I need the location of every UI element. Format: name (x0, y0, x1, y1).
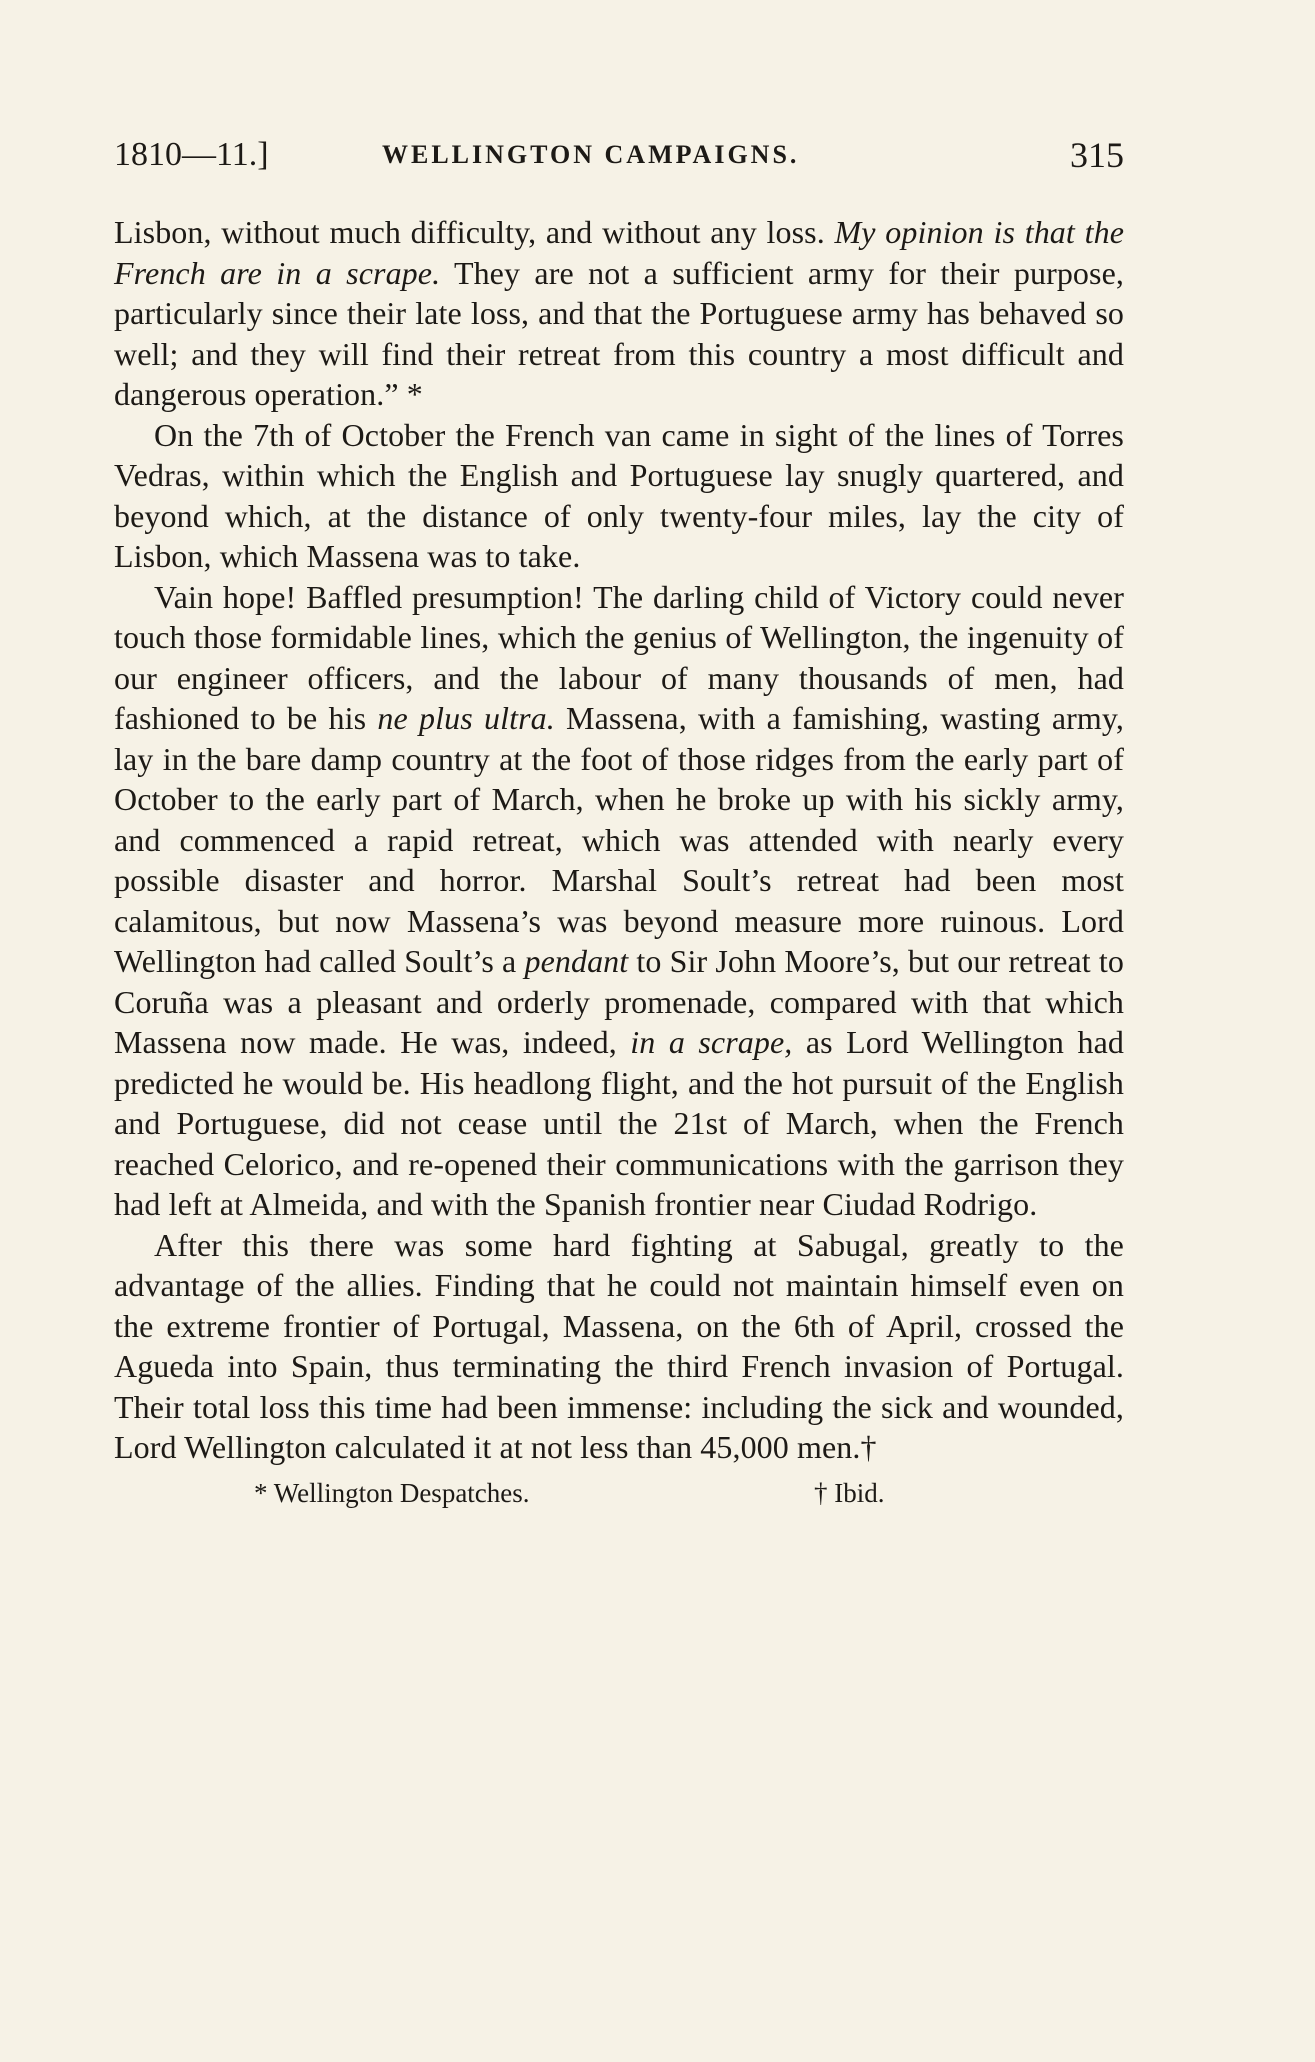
italic-phrase: ne plus ultra. (377, 700, 555, 736)
text-run: Vain hope! Baffled presumption! The darling child of Victory could never touch those formidable lines, which the genius of Wellington, the ingenuity of our engineer officers, and the labour of many thousands of men, had fashioned to be his (114, 578, 1124, 736)
text-run: On the 7th of October the French van came in sight of the lines of Torres Vedras, within which the English and Portuguese lay snugly quartered, and beyond which, at the distance of only twenty-four miles, lay the city of Lisbon, which Massena was to take. (114, 416, 1124, 574)
running-head-title: WELLINGTON CAMPAIGNS. (382, 140, 800, 169)
text-run: Lisbon, without much difficulty, and without any loss. (114, 214, 835, 250)
book-page (114, 130, 1124, 1518)
footnote-2: † Ibid. (814, 1477, 885, 1508)
paragraph (114, 212, 1124, 415)
page-number: 315 (1070, 135, 1124, 175)
paragraph (114, 577, 1124, 1225)
text-run: as Lord Wellington had predicted he would be. His headlong flight, and the hot pursuit of the English and Portuguese, did not cease until the 21st of March, when the French reached Celorico, and re-opened their communications with the garrison they had left at Almeida, and with the Spanish frontier near Ciudad Rodrigo. (114, 1024, 1124, 1222)
running-head (114, 130, 1124, 190)
text-run: They are not a sufficient army for their purpose, particularly since their late loss, and that the Portuguese army has behaved so well; and they will find their retreat from this country a most difficult and dangerous operation.” * (114, 254, 1124, 412)
footnotes (114, 1478, 1124, 1518)
text-run: After this there was some hard fighting at Sabugal, greatly to the advantage of the allies. Finding that he could not maintain himself even on the extreme frontier of Portugal, Massena, on the 6th of April, crossed the Agueda into Spain, thus terminating the third French invasion of Portugal. Their total loss this time had been immense: including the sick and wounded, Lord Wellington calculated it at not less than 45,000 men.† (114, 1226, 1124, 1465)
paragraph (114, 1225, 1124, 1468)
body-text (114, 212, 1124, 1468)
italic-phrase: My opinion is that the French are in a scrape. (114, 214, 1124, 291)
text-run: Massena, with a famishing, wasting army, lay in the bare damp country at the foot of those ridges from the early part of October to the early part of March, when he broke up with his sickly army, and commenced a rapid retreat, which was attended with nearly every possible disaster and horror. Marshal Soult’s retreat had been most calamitous, but now Massena’s was beyond measure more ruinous. Lord Wellington had called Soult’s a (114, 700, 1124, 979)
running-head-date-range: 1810—11.] (114, 136, 269, 173)
text-run: to Sir John Moore’s, but our retreat to Coruña was a pleasant and orderly promenade, compared with that which Massena now made. He was, indeed, (114, 943, 1125, 1060)
italic-phrase: pendant (524, 943, 629, 979)
italic-phrase: in a scrape, (630, 1024, 793, 1060)
paragraph (114, 415, 1124, 577)
footnote-1: * Wellington Despatches. (254, 1477, 530, 1508)
